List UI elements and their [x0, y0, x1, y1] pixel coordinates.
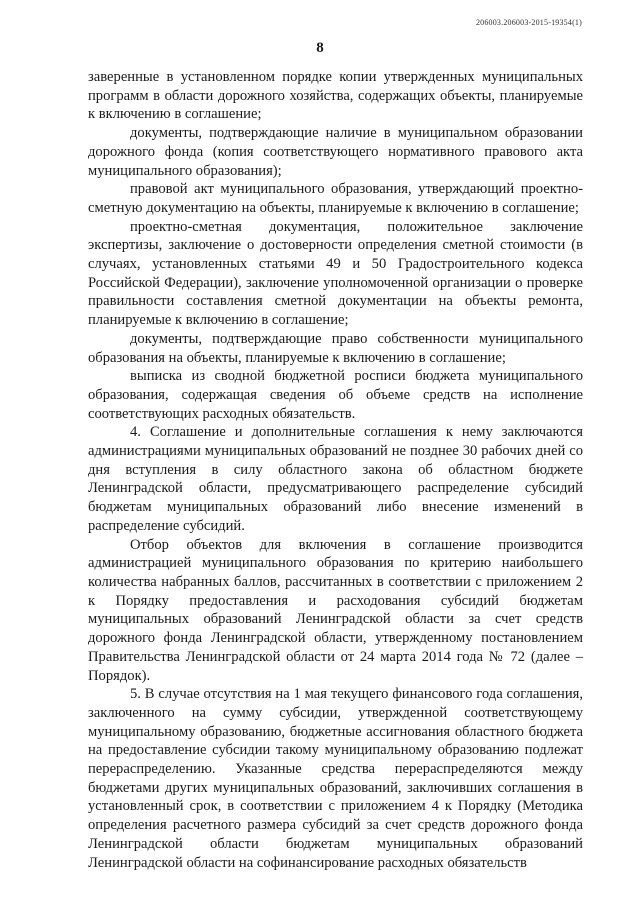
paragraph-budget-extract: выписка из сводной бюджетной росписи бюджета муниципального образования, содержащая сведения об объеме средств на исполнение соответствующих расходных обязательств. — [88, 368, 583, 422]
paragraph-program-copies: заверенные в установленном порядке копии утвержденных муниципальных программ в области дорожного хозяйства, содержащих объекты, планируемые к включению в соглашение; — [88, 69, 583, 123]
paragraph-legal-act: правовой акт муниципального образования, утверждающий проектно-сметную документацию на объекты, планируемые к включению в соглашение; — [88, 181, 583, 216]
paragraph-section-5: 5. В случае отсутствия на 1 мая текущего финансового года соглашения, заключенного на сумму субсидии, утвержденной соответствующему муниципальному образованию, бюджетные ассигнования областного бюджета на предоставление субсидии такому муниципальному образованию подлежат перераспределению. Указанные средства перераспределяются между бюджетами других муниципальных образований, заключивших соглашения в установленный срок, в соответствии с приложением 4 к Порядку (Методика определения расчетного размера субсидий за счет средств дорожного фонда Ленинградской области бюджетам муниципальных образований Ленинградской области на софинансирование расходных обязательств — [88, 686, 583, 871]
paragraph-section-4: 4. Соглашение и дополнительные соглашения к нему заключаются администрациями муниципальных образований не позднее 30 рабочих дней со дня вступления в силу областного закона об областном бюджете Ленинградской области, предусматривающего распределение субсидий бюджетам муниципальных образований либо внесение изменений в распределение субсидий. — [88, 424, 583, 534]
paragraph-design-estimate: проектно-сметная документация, положительное заключение экспертизы, заключение о достоверности определения сметной стоимости (в случаях, установленных статьями 49 и 50 Градостроительного кодекса Российской Федерации), заключение уполномоченной организации о проверке правильности составления сметной документации на объекты ремонта, планируемые к включению в соглашение; — [88, 218, 583, 329]
paragraph-object-selection: Отбор объектов для включения в соглашение производится администрацией муниципального образования по критерию наибольшего количества набранных баллов, рассчитанных в соответствии с приложением 2 к Порядку предоставления и расходования субсидий бюджетам муниципальных образований Ленинградской области за счет средств дорожного фонда Ленинградской области, утвержденному постановлением Правительства Ленинградской области от 24 марта 2014 года № 72 (далее – Порядок). — [88, 536, 583, 684]
page-number: 8 — [316, 40, 324, 56]
document-id: 206003.206003-2015-19354(1) — [475, 18, 582, 27]
paragraph-ownership-documents: документы, подтверждающие право собственности муниципального образования на объекты, планируемые к включению в соглашение; — [88, 330, 583, 366]
paragraph-road-fund-documents: документы, подтверждающие наличие в муниципальном образовании дорожного фонда (копия соответствующего нормативного правового акта муниципального образования); — [88, 125, 583, 179]
document-body — [88, 68, 583, 872]
